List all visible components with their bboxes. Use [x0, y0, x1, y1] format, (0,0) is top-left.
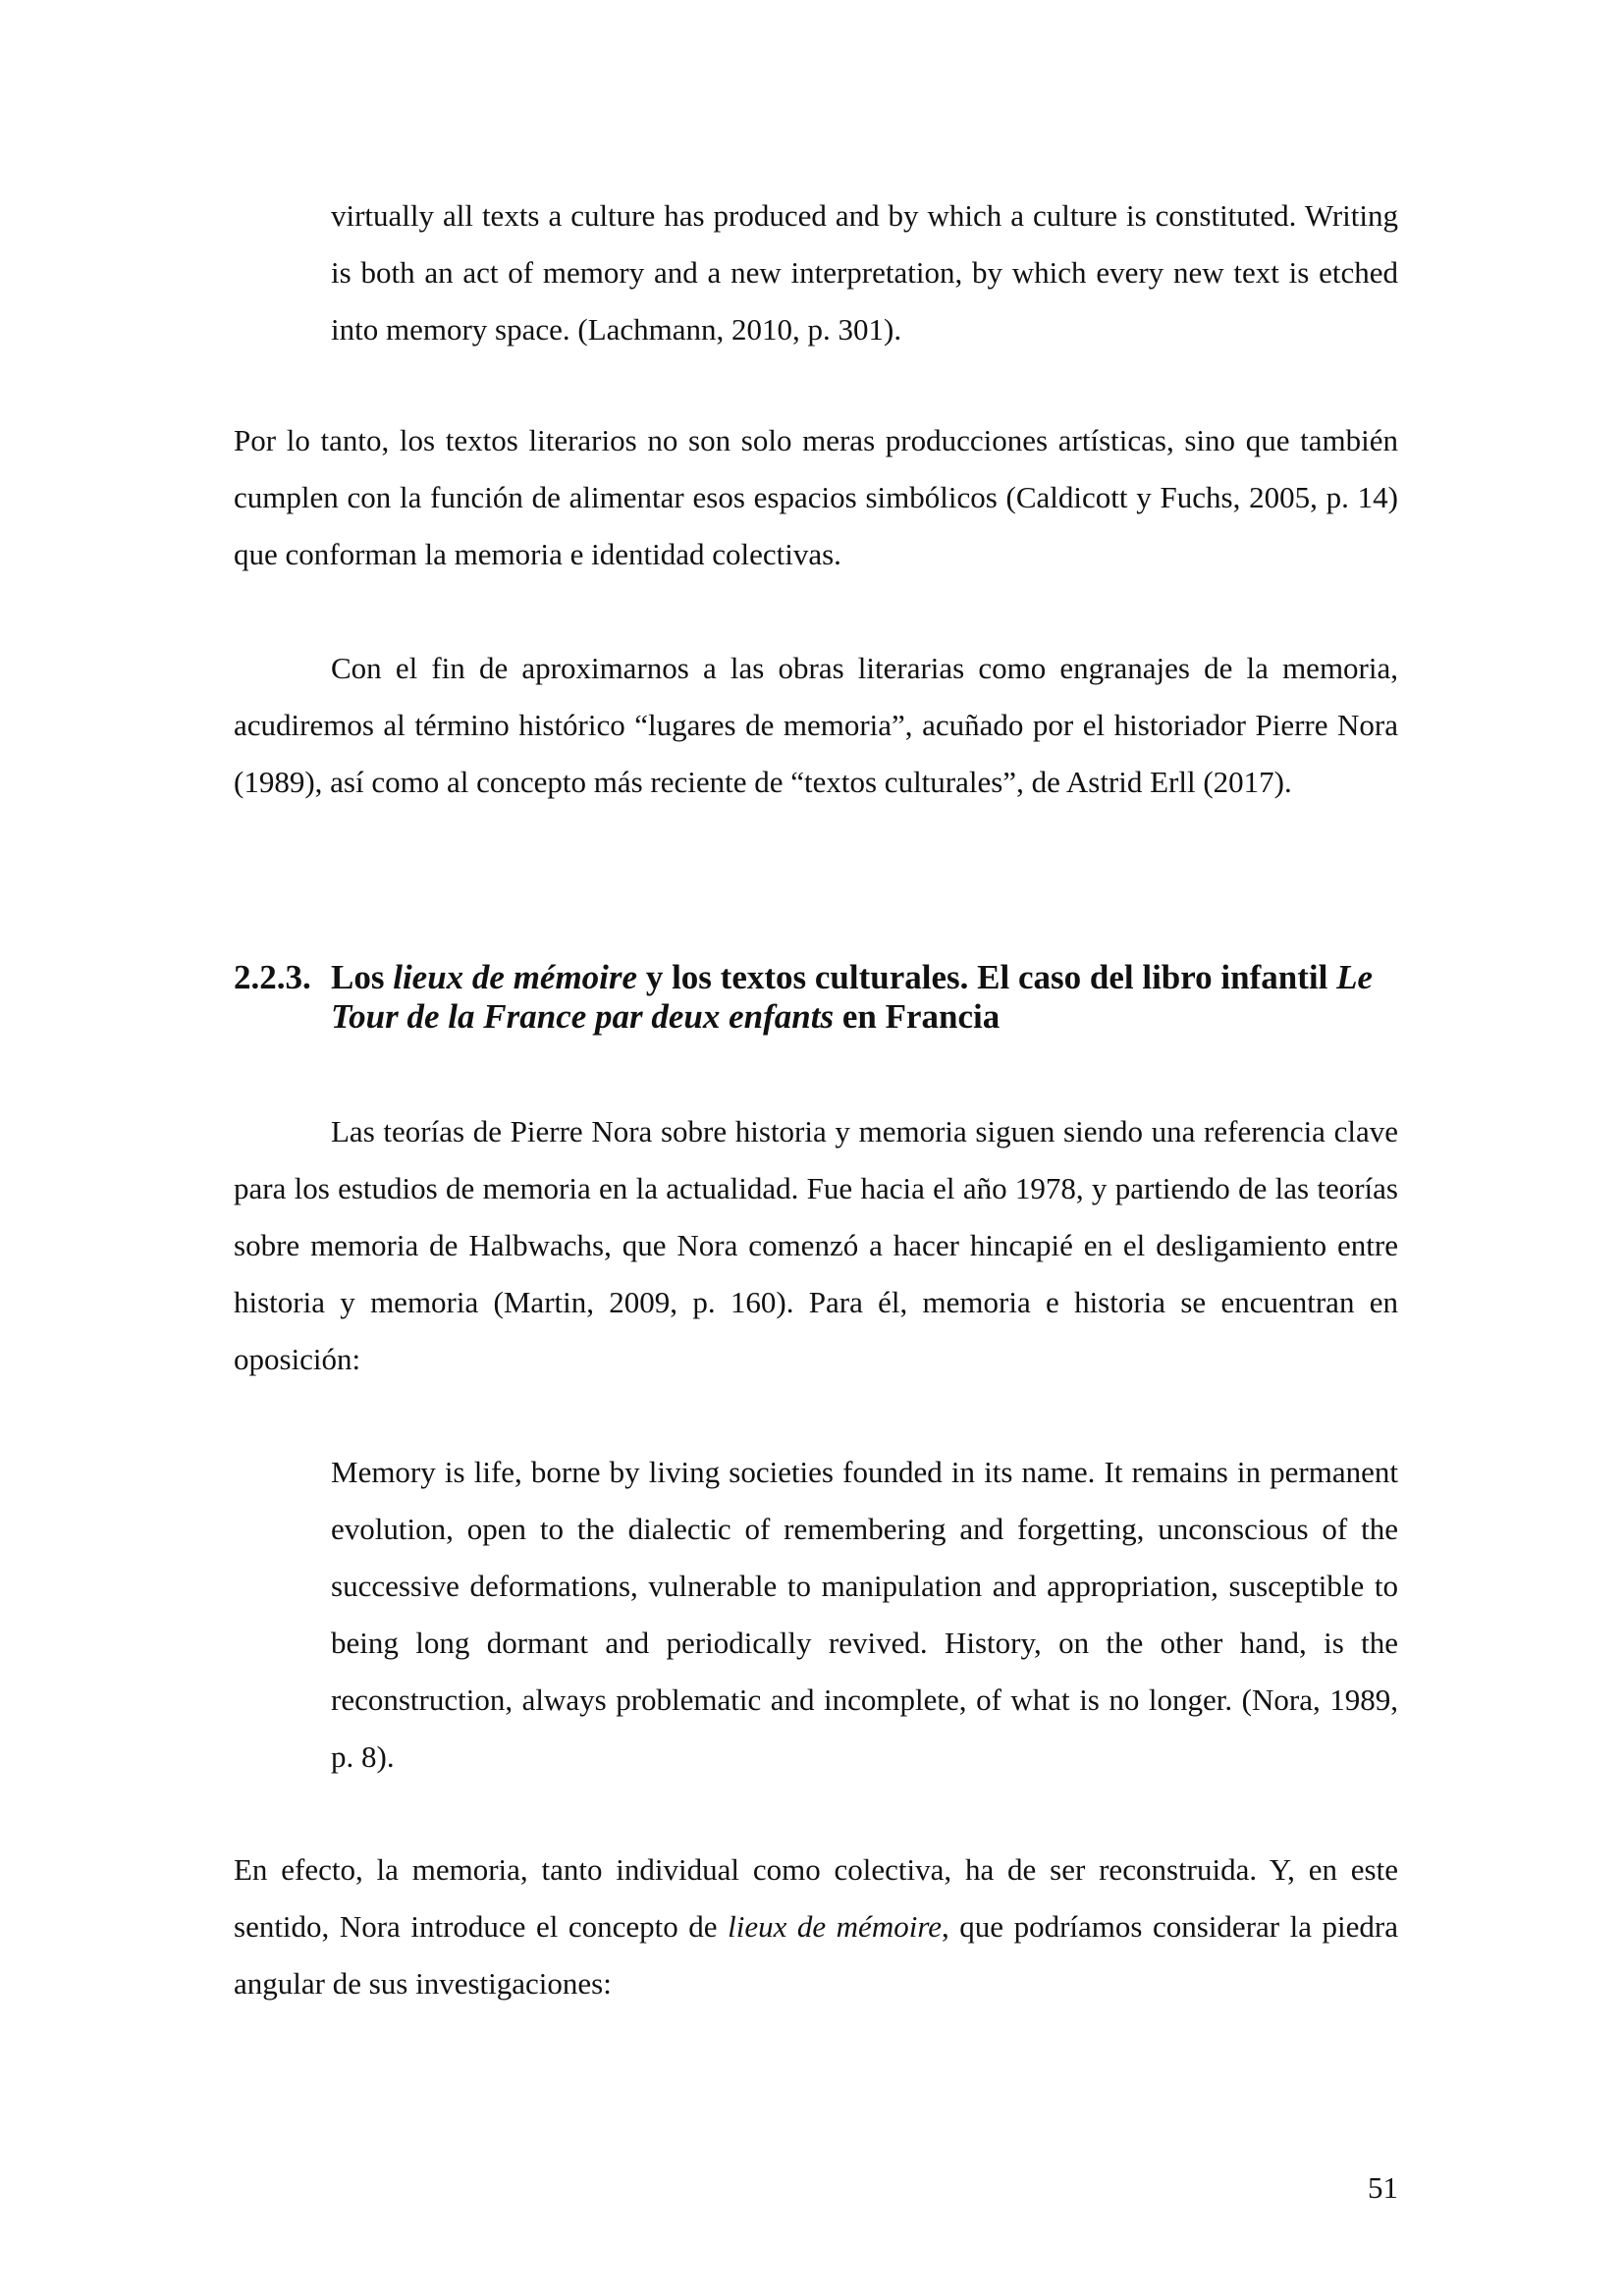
- section-title-italic-book: Le Tour de la France par deux enfants: [331, 958, 1373, 1036]
- paragraph-part2: , que podríamos considerar la piedra angular de sus investigaciones:: [234, 1909, 1399, 2001]
- section-title-part1: Los: [331, 958, 394, 996]
- page-number: 51: [1368, 2170, 1398, 2205]
- section-title: [331, 958, 1398, 1037]
- block-quote-nora: Memory is life, borne by living societies founded in its name. It remains in permanent evolution, open to the dialectic of remembering and forgetting, unconscious of the successive deformations, vulnerable to manipulation and appropriation, susceptible to being long dormant and periodically revived. History, on the other hand, is the reconstruction, always problematic and incomplete, of what is no longer. (Nora, 1989, p. 8).: [331, 1455, 1398, 1774]
- paragraph-italic-lieux: lieux de mémoire: [728, 1909, 942, 1944]
- section-title-italic-lieux: lieux de mémoire: [393, 958, 638, 996]
- section-title-part2: y los textos culturales. El caso del libro infantil: [637, 958, 1337, 996]
- section-title-part3: en Francia: [834, 997, 1001, 1036]
- paragraph-textos-literarios: Por lo tanto, los textos literarios no son solo meras producciones artísticas, sino que también cumplen con la función de alimentar esos espacios simbólicos (Caldicott y Fuchs, 2005, p. 14) que conforman la memoria e identidad colectivas.: [234, 423, 1398, 571]
- paragraph-teorias-nora: Las teorías de Pierre Nora sobre historia y memoria siguen siendo una referencia clave para los estudios de memoria en la actualidad. Fue hacia el año 1978, y partiendo de las teorías sobre memoria de Halbwachs, que Nora comenzó a hacer hincapié en el desligamiento entre historia y memoria (Martin, 2009, p. 160). Para él, memoria e historia se encuentran en oposición:: [234, 1114, 1398, 1376]
- block-quote-lachmann: virtually all texts a culture has produced and by which a culture is constituted. Writing is both an act of memory and a new interpretation, by which every new text is etched into memory space. (Lachmann, 2010, p. 301).: [331, 198, 1398, 347]
- section-heading: [234, 958, 1398, 1037]
- section-number: 2.2.3.: [234, 958, 311, 996]
- paragraph-lieux-de-memoire: [234, 1842, 1398, 2012]
- paragraph-lugares-de-memoria: Con el fin de aproximarnos a las obras literarias como engranajes de la memoria, acudiremos al término histórico “lugares de memoria”, acuñado por el historiador Pierre Nora (1989), así como al concepto más reciente de “textos culturales”, de Astrid Erll (2017).: [234, 651, 1398, 799]
- paragraph-part1: En efecto, la memoria, tanto individual como colectiva, ha de ser reconstruida. Y, en este sentido, Nora introduce el concepto de: [234, 1852, 1398, 1944]
